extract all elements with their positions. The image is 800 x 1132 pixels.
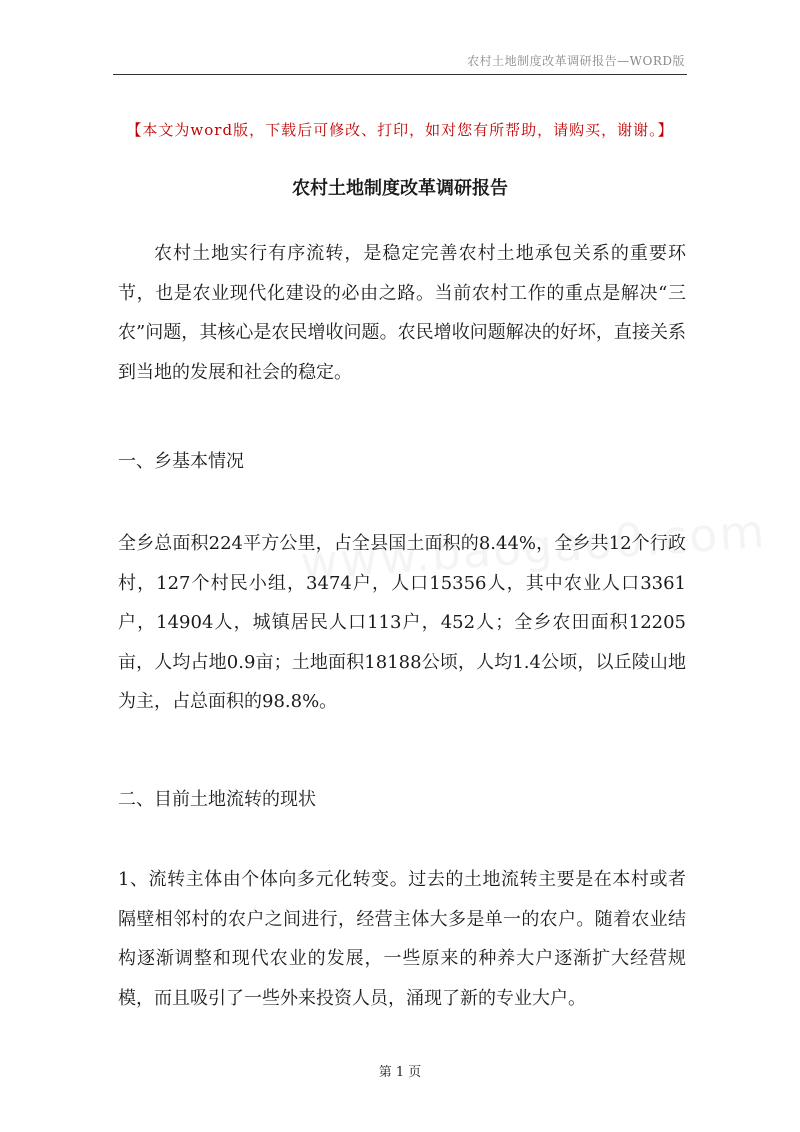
section-1-heading: 一、乡基本情况 <box>118 451 244 472</box>
section-1-paragraph: 全乡总面积224平方公里，占全县国土面积的8.44%，全乡共12个行政村，127个村民小组，3474户，人口15356人，其中农业人口3361户，14904人，城镇居民人口113户，452人；全乡农田面积12205亩，人均占地0.9亩；土地面积18188公顷，人均1.4公顷，以丘陵山地为主，占总面积的98.8%。 <box>118 533 686 712</box>
running-header: 农村土地制度改革调研报告—WORD版 <box>467 54 685 68</box>
section-2-heading: 二、目前土地流转的现状 <box>118 789 316 810</box>
download-notice: 【本文为word版，下载后可修改、打印，如对您有所帮助，请购买，谢谢。】 <box>126 121 674 139</box>
intro-paragraph: 农村土地实行有序流转，是稳定完善农村土地承包关系的重要环节，也是农业现代化建设的必由之路。当前农村工作的重点是解决“三农”问题，其核心是农民增收问题。农民增收问题解决的好坏，直接关系到当地的发展和社会的稳定。 <box>118 243 686 383</box>
section-2-item-1: 1、流转主体由个体向多元化转变。过去的土地流转主要是在本村或者隔壁相邻村的农户之间进行，经营主体大多是单一的农户。随着农业结构逐渐调整和现代农业的发展，一些原来的种养大户逐渐扩大经营规模，而且吸引了一些外来投资人员，涌现了新的专业大户。 <box>118 869 686 1009</box>
page-number: 第 1 页 <box>378 1065 422 1080</box>
header-divider <box>113 74 687 75</box>
document-title: 农村土地制度改革调研报告 <box>292 178 508 199</box>
